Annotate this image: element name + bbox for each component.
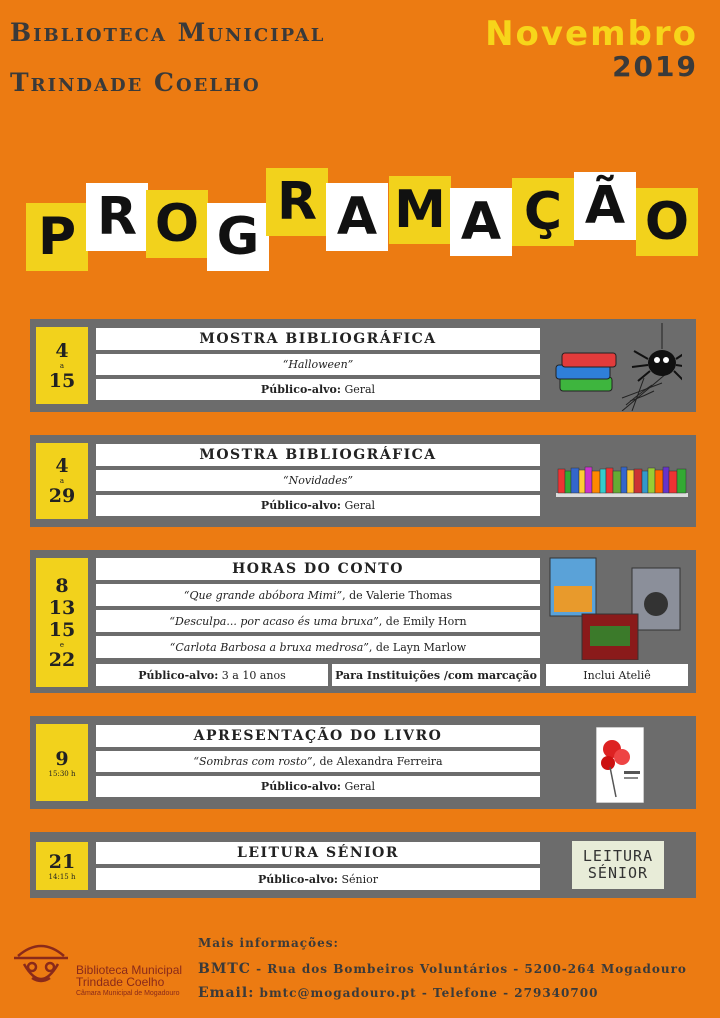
address-line: BMTC - Rua dos Bombeiros Voluntários - 5200-264 Mogadouro bbox=[198, 961, 687, 977]
banner-letter: M bbox=[389, 176, 451, 244]
contact-line: Email: bmtc@mogadouro.pt - Telefone - 279340700 bbox=[198, 985, 599, 1001]
event-subtitle: “Novidades” bbox=[96, 470, 540, 491]
date-start: 9 bbox=[55, 747, 69, 770]
event-title: MOSTRA BIBLIOGRÁFICA bbox=[96, 328, 540, 350]
event-audience: Público-alvo: Geral bbox=[96, 379, 540, 400]
banner-letter: Ç bbox=[512, 178, 574, 246]
event-date bbox=[36, 724, 88, 801]
event-subtitle: “Sombras com rosto” , de Alexandra Ferreira bbox=[96, 751, 540, 772]
date-end: 29 bbox=[48, 485, 76, 507]
event-audience: Público-alvo: Geral bbox=[96, 495, 540, 516]
leitura-senior-badge bbox=[572, 841, 664, 889]
book-covers-image bbox=[548, 556, 684, 660]
banner-letter: A bbox=[326, 183, 388, 251]
event-time: 14:15 h bbox=[48, 873, 76, 881]
date-item: 15 bbox=[48, 618, 76, 641]
event-subtitle: “Halloween” bbox=[96, 354, 540, 375]
event-audience: Público-alvo: Sénior bbox=[96, 868, 540, 890]
bookshelf-icon bbox=[556, 465, 688, 497]
banner-letter: R bbox=[86, 183, 148, 251]
date-sep: a bbox=[59, 361, 65, 370]
event-title: APRESENTAÇÃO DO LIVRO bbox=[96, 725, 540, 747]
banner-letter: O bbox=[146, 190, 208, 258]
month-label: Novembro bbox=[485, 14, 698, 54]
banner-letter: R bbox=[266, 168, 328, 236]
banner-letter: Ã bbox=[574, 172, 636, 240]
book-entry: “Desculpa... por acaso és uma bruxa” , de Emily Horn bbox=[96, 610, 540, 632]
logo-line: Câmara Municipal de Mogadouro bbox=[76, 990, 180, 997]
library-name-line2: Trindade Coelho bbox=[10, 68, 261, 97]
books-spider-icon bbox=[552, 323, 682, 411]
book-cover-image bbox=[596, 727, 644, 803]
event-halloween bbox=[30, 319, 696, 412]
event-leitura-senior bbox=[30, 832, 696, 898]
event-date bbox=[36, 558, 88, 687]
date-start: 4 bbox=[55, 455, 69, 477]
event-date bbox=[36, 327, 88, 404]
date-item: 8 bbox=[55, 574, 69, 597]
banner-letter: A bbox=[450, 188, 512, 256]
library-name-line1: Biblioteca Municipal bbox=[10, 18, 326, 47]
badge-line: SÉNIOR bbox=[587, 864, 649, 882]
institutions-note: Para Instituições /com marcação bbox=[332, 664, 540, 686]
event-date bbox=[36, 443, 88, 519]
badge-line: LEITURA bbox=[582, 847, 654, 865]
date-item: 13 bbox=[48, 596, 76, 619]
date-start: 21 bbox=[48, 851, 76, 873]
event-apresentacao bbox=[30, 716, 696, 809]
date-end: 15 bbox=[48, 369, 76, 392]
event-time: 15:30 h bbox=[48, 769, 76, 778]
book-entry: “Carlota Barbosa a bruxa medrosa” , de Layn Marlow bbox=[96, 636, 540, 658]
event-title: MOSTRA BIBLIOGRÁFICA bbox=[96, 444, 540, 466]
year-label: 2019 bbox=[612, 50, 698, 83]
event-horas-do-conto bbox=[30, 550, 696, 693]
event-audience: Público-alvo: Geral bbox=[96, 776, 540, 797]
library-logo-text bbox=[76, 964, 182, 1000]
event-novidades bbox=[30, 435, 696, 527]
library-logo-icon bbox=[10, 934, 72, 1000]
event-audience: Público-alvo: 3 a 10 anos bbox=[96, 664, 328, 686]
date-start: 4 bbox=[55, 339, 69, 362]
banner-letter: P bbox=[26, 203, 88, 271]
event-title: HORAS DO CONTO bbox=[96, 558, 540, 580]
logo-line: Biblioteca Municipal bbox=[76, 963, 183, 977]
date-sep: e bbox=[59, 640, 65, 649]
workshop-note: Inclui Ateliê bbox=[546, 664, 688, 686]
date-item: 22 bbox=[48, 648, 76, 671]
event-title: LEITURA SÉNIOR bbox=[96, 842, 540, 864]
banner-letter: G bbox=[207, 203, 269, 271]
event-date bbox=[36, 842, 88, 890]
logo-line: Trindade Coelho bbox=[76, 975, 165, 989]
banner-letter: O bbox=[636, 188, 698, 256]
more-info-heading: Mais informações: bbox=[198, 936, 339, 950]
date-sep: a bbox=[59, 477, 65, 485]
book-entry: “Que grande abóbora Mimi” , de Valerie Thomas bbox=[96, 584, 540, 606]
